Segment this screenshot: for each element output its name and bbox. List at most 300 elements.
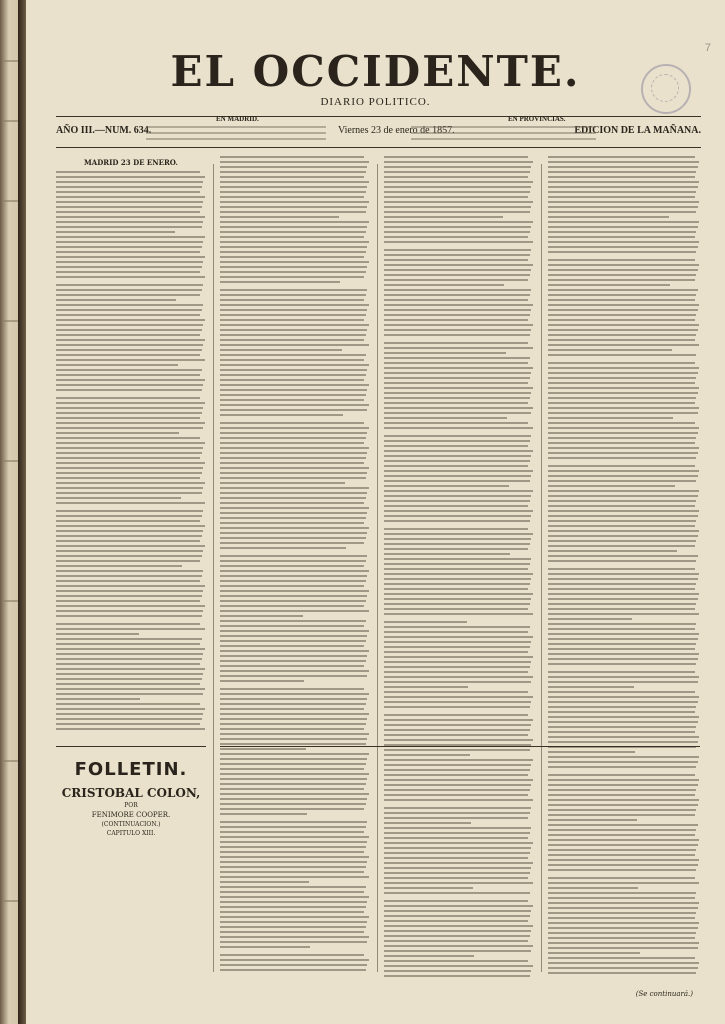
text-line (220, 409, 367, 411)
text-line (56, 186, 202, 188)
text-line (548, 535, 698, 537)
text-line (548, 799, 699, 801)
text-line (56, 256, 205, 258)
text-line (220, 871, 364, 873)
text-line (220, 911, 364, 913)
text-line (548, 819, 637, 821)
text-line (220, 941, 367, 943)
text-line (548, 721, 698, 723)
text-line (384, 342, 528, 344)
text-line (56, 276, 205, 278)
text-line (220, 156, 364, 158)
text-line (548, 774, 695, 776)
text-line (548, 696, 699, 698)
text-line (56, 477, 200, 479)
text-line (384, 769, 530, 771)
text-line (220, 605, 364, 607)
text-line (548, 510, 699, 512)
text-line (220, 555, 367, 557)
text-line (384, 161, 533, 163)
text-line (220, 936, 369, 938)
text-line (384, 892, 530, 894)
text-line (220, 324, 369, 326)
text-line (220, 334, 366, 336)
text-line (384, 191, 530, 193)
text-line (56, 359, 205, 361)
text-line (220, 733, 369, 735)
text-line (56, 432, 179, 434)
text-line (548, 671, 695, 673)
text-line (548, 525, 695, 527)
text-line (384, 812, 530, 814)
text-line (220, 186, 367, 188)
text-line (548, 869, 696, 871)
text-line (548, 638, 698, 640)
text-line (548, 349, 672, 351)
text-line (56, 585, 205, 587)
text-line (56, 284, 203, 286)
text-line (384, 427, 533, 429)
text-line (548, 251, 696, 253)
text-line (56, 384, 203, 386)
text-line (220, 560, 366, 562)
text-line (220, 798, 367, 800)
text-line (384, 460, 530, 462)
text-line (384, 641, 531, 643)
text-line (56, 294, 200, 296)
text-line (220, 640, 366, 642)
text-line (56, 482, 205, 484)
text-line (548, 437, 696, 439)
text-line (548, 485, 675, 487)
text-line (220, 432, 367, 434)
text-line (56, 354, 200, 356)
text-line (220, 738, 367, 740)
text-line (220, 276, 364, 278)
folletin-by: POR (124, 802, 138, 809)
text-line (220, 748, 306, 750)
text-line (384, 656, 533, 658)
text-line (548, 897, 695, 899)
text-line (384, 593, 533, 595)
text-line (548, 633, 699, 635)
text-line (548, 731, 695, 733)
text-line (384, 249, 531, 251)
text-line (220, 783, 366, 785)
text-line (56, 442, 205, 444)
text-line (548, 299, 695, 301)
folletin-heading: FOLLETIN. (74, 759, 188, 780)
text-line (548, 676, 699, 678)
text-line (56, 437, 200, 439)
text-line (56, 555, 202, 557)
text-line (384, 573, 533, 575)
text-line (384, 900, 528, 902)
text-line (220, 512, 367, 514)
text-line (548, 663, 696, 665)
text-line (384, 706, 530, 708)
text-line (220, 422, 364, 424)
text-line (384, 789, 530, 791)
text-line (220, 946, 310, 948)
text-line (548, 962, 699, 964)
text-line (548, 382, 695, 384)
text-line (548, 309, 698, 311)
folletin-continuation: (CONTINUACION.) (101, 821, 161, 828)
text-line (220, 404, 369, 406)
text-line (56, 673, 203, 675)
text-line (56, 289, 202, 291)
text-line (548, 927, 698, 929)
left-page-text-line (2, 460, 18, 462)
left-page-text-line (2, 760, 18, 762)
text-line (220, 339, 364, 341)
text-line (548, 882, 699, 884)
text-line (56, 623, 200, 625)
text-line (548, 648, 695, 650)
text-line (220, 723, 366, 725)
text-line (220, 901, 367, 903)
text-line (56, 663, 200, 665)
text-line (56, 339, 205, 341)
text-line (384, 563, 530, 565)
text-line (384, 739, 533, 741)
text-line (548, 259, 695, 261)
text-line (56, 530, 203, 532)
text-line (220, 708, 364, 710)
text-line (220, 926, 366, 928)
text-line (384, 671, 528, 673)
text-line (548, 515, 698, 517)
column-rule (541, 164, 542, 972)
text-line (548, 206, 698, 208)
text-line (220, 492, 367, 494)
text-line (220, 713, 369, 715)
text-line (220, 698, 367, 700)
text-line (56, 575, 202, 577)
text-line (220, 374, 366, 376)
text-line (56, 492, 202, 494)
text-line (220, 808, 364, 810)
text-line (548, 834, 695, 836)
text-line (548, 922, 699, 924)
text-line (220, 921, 367, 923)
text-line (548, 784, 698, 786)
text-line (548, 560, 696, 562)
text-line (56, 467, 203, 469)
text-line (548, 314, 696, 316)
text-line (384, 701, 531, 703)
text-line (384, 636, 533, 638)
text-line (548, 618, 632, 620)
folletin-section (56, 746, 206, 839)
text-line (548, 284, 670, 286)
text-line (384, 236, 528, 238)
text-line (220, 517, 366, 519)
text-line (384, 910, 531, 912)
text-line (56, 565, 182, 567)
text-line (384, 661, 531, 663)
text-line (220, 527, 369, 529)
text-line (384, 724, 531, 726)
text-line (384, 440, 530, 442)
text-line (220, 246, 367, 248)
text-line (548, 902, 699, 904)
text-line (220, 161, 369, 163)
text-line (548, 967, 698, 969)
text-line (548, 578, 698, 580)
left-page-text-line (2, 120, 18, 122)
text-line (220, 625, 364, 627)
text-line (220, 826, 366, 828)
text-line (384, 867, 531, 869)
text-line (548, 387, 699, 389)
left-page-text-line (2, 60, 18, 62)
text-line (548, 221, 699, 223)
text-line (56, 502, 205, 504)
text-line (548, 495, 698, 497)
text-line (548, 171, 696, 173)
text-line (56, 723, 200, 725)
text-line (56, 515, 202, 517)
text-line (56, 693, 203, 695)
text-line (220, 866, 366, 868)
text-line (384, 920, 528, 922)
text-line (220, 241, 369, 243)
text-line (56, 535, 202, 537)
text-line (220, 329, 367, 331)
text-line (548, 691, 695, 693)
left-page-text-line (2, 200, 18, 202)
text-line (384, 422, 528, 424)
text-line (548, 957, 695, 959)
text-line (220, 542, 364, 544)
text-line (56, 397, 200, 399)
text-line (56, 580, 200, 582)
text-line (56, 181, 203, 183)
text-line (548, 814, 695, 816)
text-line (384, 347, 533, 349)
text-line (220, 452, 367, 454)
text-line (220, 414, 343, 416)
text-line (56, 595, 202, 597)
text-line (548, 226, 698, 228)
text-line (56, 713, 203, 715)
text-line (56, 402, 205, 404)
text-line (548, 550, 677, 552)
text-line (220, 728, 364, 730)
text-line (56, 638, 202, 640)
text-line (548, 603, 696, 605)
text-line (384, 299, 528, 301)
text-line (548, 613, 699, 615)
text-line (384, 837, 528, 839)
text-line (56, 221, 203, 223)
text-line (384, 719, 533, 721)
text-line (548, 161, 699, 163)
text-line (384, 397, 530, 399)
text-line (384, 558, 531, 560)
text-line (56, 412, 202, 414)
text-line (220, 670, 369, 672)
column-1 (56, 156, 206, 976)
text-line (384, 930, 531, 932)
text-line (220, 482, 345, 484)
continued-note: (Se continuará.) (635, 990, 693, 998)
text-line (220, 768, 364, 770)
text-line (220, 675, 367, 677)
margin-note: 7 (704, 42, 711, 54)
text-line (384, 754, 470, 756)
text-line (220, 399, 364, 401)
text-line (56, 462, 205, 464)
text-line (384, 412, 531, 414)
text-line (220, 487, 369, 489)
text-line (56, 610, 203, 612)
text-line (384, 314, 530, 316)
text-line (548, 196, 695, 198)
text-line (548, 849, 696, 851)
text-line (548, 859, 699, 861)
text-line (384, 621, 467, 623)
text-line (384, 548, 528, 550)
text-line (220, 851, 364, 853)
text-line (220, 364, 369, 366)
text-line (220, 793, 369, 795)
text-line (548, 628, 695, 630)
text-line (384, 882, 533, 884)
text-line (220, 620, 366, 622)
text-line (548, 422, 695, 424)
text-line (548, 844, 698, 846)
text-line (548, 231, 696, 233)
text-line (548, 402, 695, 404)
text-line (56, 349, 202, 351)
text-line (56, 324, 203, 326)
text-line (384, 817, 528, 819)
text-line (220, 954, 364, 956)
provinces-prices-text (411, 126, 596, 128)
text-line (548, 447, 699, 449)
text-line (548, 246, 698, 248)
text-line (548, 354, 696, 356)
text-line (220, 457, 366, 459)
text-line (220, 650, 369, 652)
columns (56, 156, 701, 976)
text-line (384, 877, 528, 879)
text-line (548, 329, 698, 331)
text-line (56, 319, 205, 321)
text-line (384, 646, 530, 648)
text-line (56, 497, 181, 499)
text-line (220, 176, 364, 178)
text-line (548, 766, 696, 768)
text-line (56, 600, 200, 602)
text-line (220, 271, 366, 273)
text-line (384, 480, 530, 482)
text-line (548, 892, 696, 894)
text-line (220, 861, 367, 863)
text-line (220, 758, 367, 760)
text-line (220, 969, 366, 971)
text-line (384, 485, 509, 487)
text-line (548, 829, 696, 831)
folletin-divider (220, 746, 700, 747)
text-line (56, 176, 205, 178)
text-line (220, 349, 342, 351)
text-line (56, 525, 205, 527)
text-line (548, 530, 699, 532)
text-line (384, 465, 528, 467)
text-line (548, 761, 698, 763)
text-line (548, 583, 696, 585)
text-line (220, 299, 364, 301)
text-line (548, 490, 699, 492)
text-line (56, 545, 205, 547)
text-line (384, 603, 530, 605)
text-line (548, 191, 696, 193)
text-line (220, 497, 366, 499)
text-line (220, 718, 367, 720)
text-line (384, 915, 530, 917)
info-bar (56, 116, 701, 148)
masthead (26, 48, 725, 108)
text-line (56, 447, 203, 449)
text-line (56, 246, 202, 248)
text-line (548, 555, 698, 557)
text-line (384, 226, 531, 228)
text-line (220, 359, 364, 361)
provinces-prices-label: EN PROVINCIAS. (508, 115, 566, 123)
text-line (220, 294, 366, 296)
text-line (548, 854, 695, 856)
text-line (56, 206, 202, 208)
text-line (384, 960, 528, 962)
text-line (548, 372, 698, 374)
text-line (384, 975, 530, 977)
text-line (56, 683, 200, 685)
text-line (220, 753, 369, 755)
text-line (548, 176, 695, 178)
text-line (56, 201, 203, 203)
text-line (548, 794, 695, 796)
text-line (384, 500, 530, 502)
text-line (56, 271, 200, 273)
text-line (548, 593, 699, 595)
text-line (56, 374, 200, 376)
text-line (384, 852, 530, 854)
text-line (548, 304, 699, 306)
text-line (220, 171, 366, 173)
text-line (220, 891, 364, 893)
text-line (548, 166, 698, 168)
text-line (56, 216, 205, 218)
text-line (220, 630, 369, 632)
text-line (384, 505, 528, 507)
text-line (220, 251, 366, 253)
left-page-text-line (2, 600, 18, 602)
text-line (56, 668, 205, 670)
text-line (56, 540, 200, 542)
text-line (384, 387, 533, 389)
text-line (548, 937, 695, 939)
text-line (384, 533, 533, 535)
text-line (56, 452, 202, 454)
text-line (56, 487, 203, 489)
text-line (384, 176, 528, 178)
text-line (220, 532, 367, 534)
text-line (548, 344, 699, 346)
